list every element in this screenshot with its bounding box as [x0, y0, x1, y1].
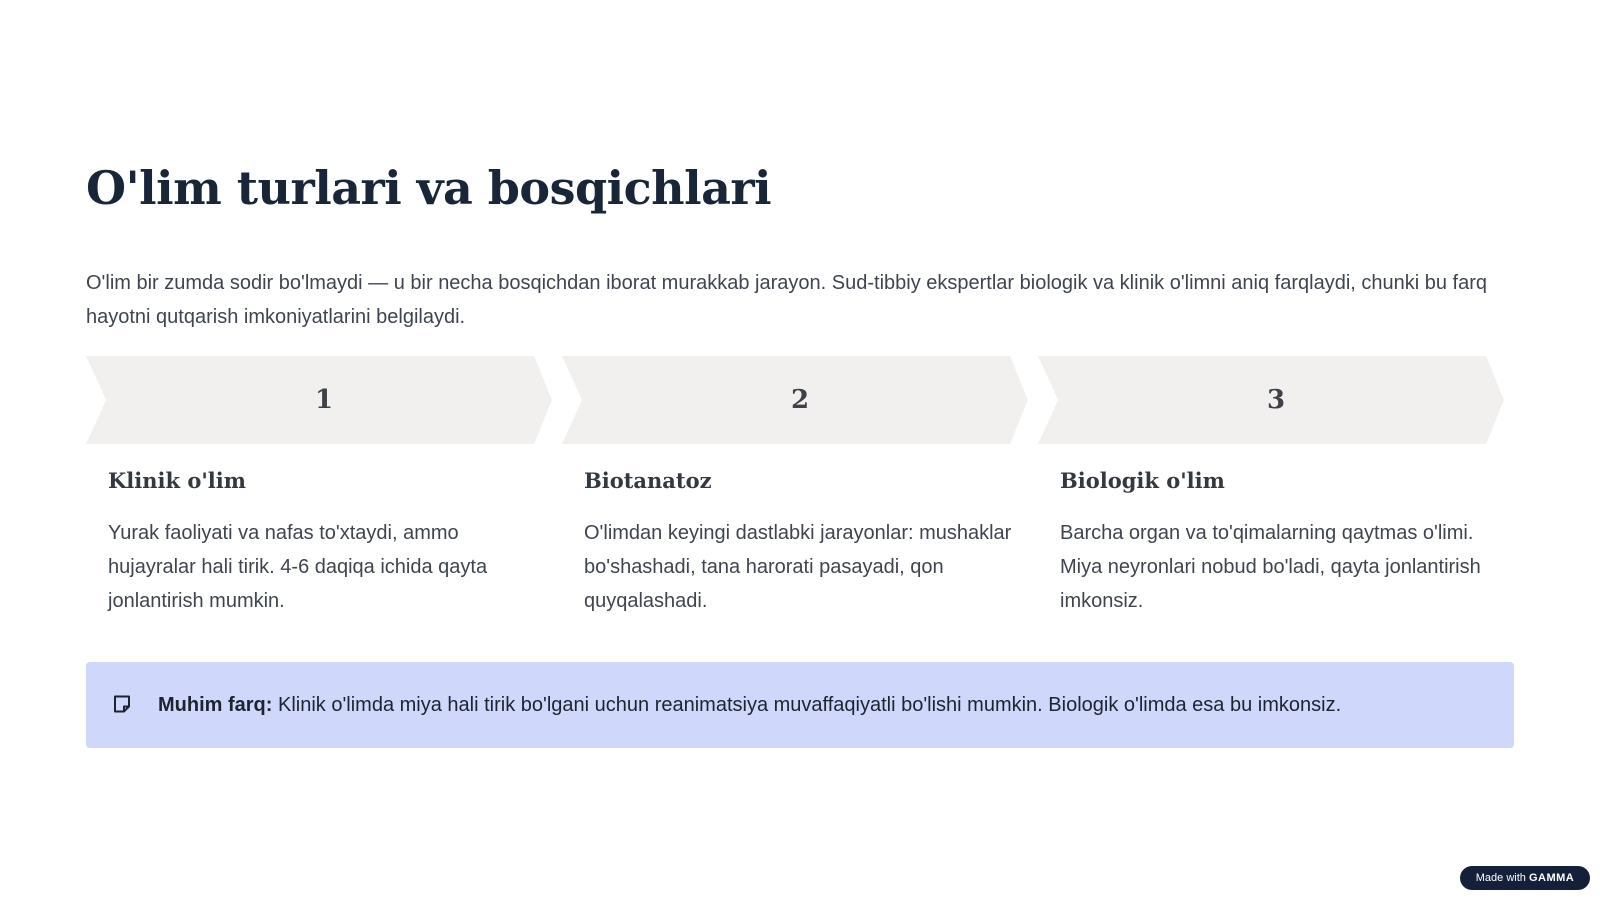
made-with-gamma-badge[interactable]	[1460, 866, 1590, 890]
badge-prefix: Made with	[1475, 872, 1529, 884]
step-title: Biotanatoz	[584, 468, 712, 493]
step-klinik	[86, 356, 562, 620]
step-title: Biologik o'lim	[1060, 468, 1225, 493]
step-biologik	[1038, 356, 1514, 620]
callout-label: Muhim farq:	[158, 694, 273, 716]
page-title: O'lim turlari va bosqichlari	[86, 161, 772, 215]
step-number: 2	[790, 385, 810, 415]
process-steps	[86, 356, 1514, 620]
note-icon	[112, 694, 132, 714]
important-callout	[86, 662, 1514, 748]
step-title: Klinik o'lim	[108, 468, 246, 493]
callout-text	[158, 688, 1498, 722]
step-biotanatoz	[562, 356, 1038, 620]
step-description: O'limdan keyingi dastlabki jarayonlar: mushaklar bo'shashadi, tana harorati pasayadi, qon quyqalashadi.	[584, 522, 1012, 612]
intro-paragraph: O'lim bir zumda sodir bo'lmaydi — u bir necha bosqichdan iborat murakkab jarayon. Sud-tibbiy ekspertlar biologik va klinik o'limni aniq farqlaydi, chunki bu farq hayotni qutqarish imkoniyatlarini belgilaydi.	[86, 272, 1488, 328]
callout-body: Klinik o'limda miya hali tirik bo'lgani uchun reanimatsiya muvaffaqiyatli bo'lishi mumkin. Biologik o'limda esa bu imkonsiz.	[272, 694, 1342, 716]
step-number: 1	[314, 385, 334, 415]
step-number: 3	[1266, 385, 1286, 415]
badge-brand-logo: GAMMA	[1528, 872, 1575, 884]
step-description: Yurak faoliyati va nafas to'xtaydi, ammo hujayralar hali tirik. 4-6 daqiqa ichida qayta jonlantirish mumkin.	[108, 522, 488, 612]
step-description: Barcha organ va to'qimalarning qaytmas o'limi. Miya neyronlari nobud bo'ladi, qayta jonlantirish imkonsiz.	[1060, 522, 1481, 612]
